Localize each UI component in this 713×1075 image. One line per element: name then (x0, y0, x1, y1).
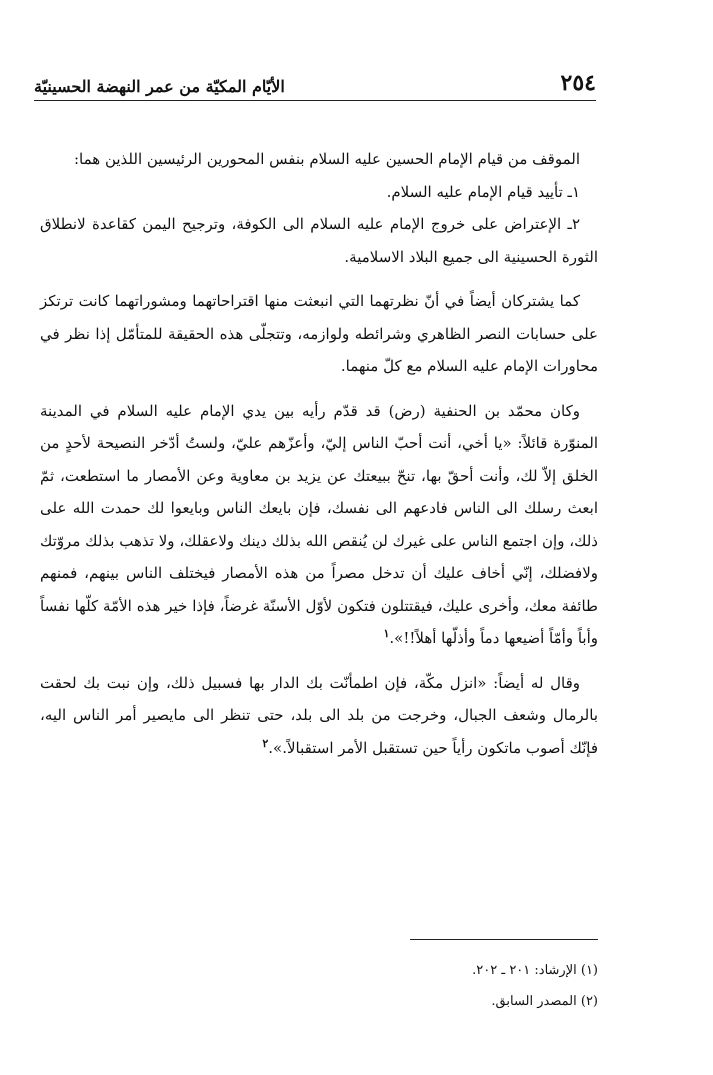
paragraph-point-1: ١ـ تأييد قيام الإمام عليه السلام. (386, 182, 580, 201)
running-title: الأيّام المكيّة من عمر النهضة الحسينيّة (34, 77, 285, 96)
footnote-ref-1: ١ (383, 627, 390, 640)
header-divider (34, 100, 596, 101)
paragraph-mecca-advice-text: وقال له أيضاً: «انزل مكّة، فإن اطمأنّت بك الدار بها فسبيل ذلك، وإن نبت بك لحقت بالرمال وشعف الجبال، وخرجت من بلد الى بلد، حتى تنظر الى مايصير أمر الناس اليه، فإنّك أصوب ماتكون رأياً حين تستقبل الأمر استقبالاً.». (40, 673, 598, 757)
main-text (40, 143, 598, 764)
page-header (34, 62, 596, 96)
footnote-1: (١) الإرشاد: ٢٠١ ـ ٢٠٢. (472, 963, 598, 978)
paragraph-shared-view: كما يشتركان أيضاً في أنّ نظرتهما التي انبعثت منها اقتراحاتهما ومشوراتهما كانت ترتكز على حسابات النصر الظاهري وشرائطه ولوازمه، وتتجلّى هذه الحقيقة للمتأمّل إذا نظر في محاورات الإمام عليه السلام مع كلّ منهما. (40, 292, 598, 375)
paragraph-ibn-hanafiya (40, 395, 598, 655)
paragraph-ibn-hanafiya-text: وكان محمّد بن الحنفية (رض) قد قدّم رأيه بين يدي الإمام عليه السلام في المدينة المنوّرة قائلاً: «يا أخي، أنت أحبّ الناس إليّ، وأعزّهم عليّ، ولستُ أدّخر النصيحة لأحدٍ من الخلق إلاّ لك، وأنت أحقّ بها، تنحّ ببيعتك عن يزيد بن معاوية وعن الأمصار ما استطعت، ثمّ ابعث رسلك الى الناس فادعهم الى نفسك، فإن بايعك الناس وبايعوا لك حمدت الله على ذلك، وإن اجتمع الناس على غيرك لن يُنقص الله بذلك دينك ولاعقلك، ولا تذهب بذلك مروّتك ولافضلك، إنّي أخاف عليك أن تدخل مصراً من هذه الأمصار فيختلف الناس بينهم، فمنهم طائفة معك، وأخرى عليك، فيقتتلون فتكون لأوّل الأسنّة غرضاً، فإذا خير هذه الأمّة كلّها نفساً وأباً وأمّاً أضيعها دماً وأذلّها أهلاً!!». (40, 401, 598, 647)
footnotes (300, 955, 598, 1017)
footnote-divider (410, 939, 598, 940)
paragraph-point-2: ٢ـ الإعتراض على خروج الإمام عليه السلام الى الكوفة، وترجيح اليمن كقاعدة لانطلاق الثورة الحسينية الى جميع البلاد الاسلامية. (40, 215, 598, 266)
footnote-2: (٢) المصدر السابق. (491, 994, 598, 1009)
paragraph-mecca-advice (40, 667, 598, 765)
paragraph-intro: الموقف من قيام الإمام الحسين عليه السلام بنفس المحورين الرئيسين اللذين هما: (73, 150, 580, 168)
page-number: ٢٥٤ (560, 70, 596, 96)
footnote-ref-2: ٢ (262, 736, 269, 750)
